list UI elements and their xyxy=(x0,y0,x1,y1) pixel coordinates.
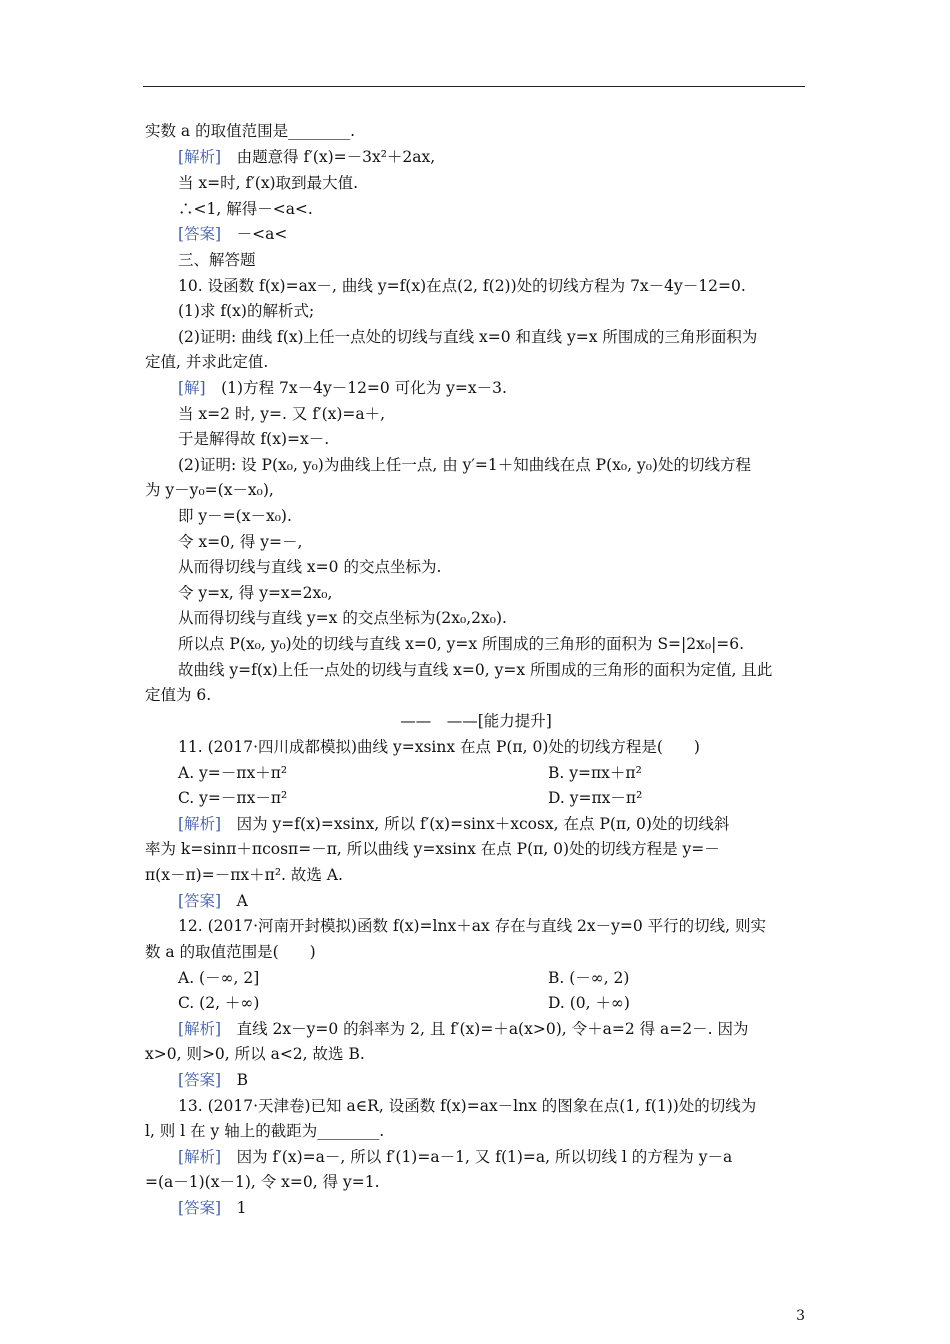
section-tag: [解析] xyxy=(178,815,222,833)
text-line xyxy=(178,1147,732,1167)
section-tag: [解析] xyxy=(178,1020,222,1038)
text-line xyxy=(178,429,329,449)
text-line xyxy=(178,1070,248,1090)
line-text: (2)证明: 设 P(x₀, y₀)为曲线上任一点, 由 y′=1＋知曲线在点 P(x₀, y₀)处的切线方程 xyxy=(178,456,751,474)
text-line xyxy=(178,557,441,577)
text-line xyxy=(145,121,355,141)
page-number: 3 xyxy=(796,1308,805,1324)
line-text: 13. (2017·天津卷)已知 a∈R, 设函数 f(x)=ax－lnx 的图象在点(1, f(1))处的切线为 xyxy=(178,1097,757,1115)
text-line xyxy=(178,327,757,347)
section-tag: [答案] xyxy=(178,892,222,910)
choice-option: A. (－∞, 2] xyxy=(178,969,260,987)
line-text: 当 x=时, f′(x)取到最大值. xyxy=(178,174,359,192)
section-tag: [答案] xyxy=(178,1199,222,1217)
choice-option: A. y=－πx＋π² xyxy=(178,764,288,782)
line-text: π(x－π)=－πx＋π². 故选 A. xyxy=(145,866,343,884)
text-line xyxy=(145,685,211,705)
line-text: 所以点 P(x₀, y₀)处的切线与直线 x=0, y=x 所围成的三角形的面积为 S=|2x₀|=6. xyxy=(178,635,745,653)
line-text: 直线 2x－y=0 的斜率为 2, 且 f′(x)=＋a(x>0), 令＋a=2 得 a=2－. 因为 xyxy=(221,1020,749,1038)
text-line xyxy=(178,1096,756,1116)
line-text: 定值为 6. xyxy=(145,686,212,704)
line-text: 为 y－y₀=(x－x₀), xyxy=(145,481,274,499)
line-text: 即 y－=(x－x₀). xyxy=(178,507,292,525)
line-text: 当 x=2 时, y=. 又 f′(x)=a＋, xyxy=(178,405,386,423)
text-line xyxy=(178,891,248,911)
line-text: (1)方程 7x－4y－12=0 可化为 y=x－3. xyxy=(205,379,507,397)
line-text: 从而得切线与直线 x=0 的交点坐标为. xyxy=(178,558,442,576)
text-line xyxy=(178,916,766,936)
text-line xyxy=(145,1121,384,1141)
text-line xyxy=(178,173,358,193)
line-text: 因为 y=f(x)=xsinx, 所以 f′(x)=sinx＋xcosx, 在点 P(π, 0)处的切线斜 xyxy=(221,815,730,833)
line-text: 11. (2017·四川成都模拟)曲线 y=xsinx 在点 P(π, 0)处的切线方程是( ) xyxy=(178,738,700,756)
choice-option: D. y=πx－π² xyxy=(548,789,643,807)
text-line xyxy=(178,224,287,244)
text-line xyxy=(145,352,268,372)
line-text: A xyxy=(221,892,248,910)
choice-option: B. y=πx＋π² xyxy=(548,764,642,782)
text-line xyxy=(145,865,343,885)
text-line xyxy=(178,378,507,398)
choice-row xyxy=(178,788,778,808)
text-line xyxy=(178,532,302,552)
line-text: l, 则 l 在 y 轴上的截距为________. xyxy=(145,1122,385,1140)
text-line xyxy=(178,634,744,654)
line-text: 12. (2017·河南开封模拟)函数 f(x)=lnx＋ax 存在与直线 2x－y=0 平行的切线, 则实 xyxy=(178,917,767,935)
text-line xyxy=(178,608,507,628)
line-text: 率为 k=sinπ＋πcosπ=－π, 所以曲线 y=xsinx 在点 P(π, 0)处的切线方程是 y=－ xyxy=(145,840,720,858)
choice-row xyxy=(178,968,778,988)
text-line xyxy=(178,583,332,603)
section-tag: [答案] xyxy=(178,1071,222,1089)
section-heading: —— ——[能力提升] xyxy=(400,712,552,730)
line-text: －<a< xyxy=(221,225,288,243)
line-text: (2)证明: 曲线 f(x)上任一点处的切线与直线 x=0 和直线 y=x 所围成的三角形面积为 xyxy=(178,328,758,346)
choice-row xyxy=(178,993,778,1013)
header-rule xyxy=(143,86,805,87)
choice-option: C. y=－πx－π² xyxy=(178,789,288,807)
choice-option: C. (2, ＋∞) xyxy=(178,994,260,1012)
line-text: 1 xyxy=(221,1199,247,1217)
choice-row xyxy=(178,763,778,783)
text-line xyxy=(178,404,385,424)
text-line xyxy=(178,199,313,219)
text-line xyxy=(178,660,772,680)
text-line xyxy=(178,455,751,475)
section-tag: [解析] xyxy=(178,148,222,166)
text-line xyxy=(178,1019,749,1039)
line-text: 10. 设函数 f(x)=ax－, 曲线 y=f(x)在点(2, f(2))处的切线方程为 7x－4y－12=0. xyxy=(178,277,746,295)
text-line xyxy=(178,506,292,526)
line-text: (1)求 f(x)的解析式; xyxy=(178,302,315,320)
text-line xyxy=(145,480,274,500)
line-text: 实数 a 的取值范围是________. xyxy=(145,122,356,140)
line-text: 定值, 并求此定值. xyxy=(145,353,269,371)
text-line xyxy=(145,942,316,962)
text-line xyxy=(178,276,746,296)
text-line xyxy=(178,1198,246,1218)
line-text: 由题意得 f′(x)=－3x²＋2ax, xyxy=(221,148,436,166)
line-text: 于是解得故 f(x)=x－. xyxy=(178,430,330,448)
text-line xyxy=(178,301,314,321)
text-line xyxy=(145,1172,380,1192)
line-text: 数 a 的取值范围是( ) xyxy=(145,943,316,961)
choice-option: D. (0, ＋∞) xyxy=(548,994,630,1012)
line-text: =(a－1)(x－1), 令 x=0, 得 y=1. xyxy=(145,1173,380,1191)
line-text: 从而得切线与直线 y=x 的交点坐标为(2x₀,2x₀). xyxy=(178,609,507,627)
text-line xyxy=(178,814,729,834)
line-text: x>0, 则>0, 所以 a<2, 故选 B. xyxy=(145,1045,365,1063)
text-line xyxy=(145,839,720,859)
line-text: 令 x=0, 得 y=－, xyxy=(178,533,303,551)
choice-option: B. (－∞, 2) xyxy=(548,969,630,987)
text-line xyxy=(178,250,256,270)
section-tag: [答案] xyxy=(178,225,222,243)
line-text: 令 y=x, 得 y=x=2x₀, xyxy=(178,584,333,602)
line-text: B xyxy=(221,1071,248,1089)
line-text: 因为 f′(x)=a－, 所以 f′(1)=a－1, 又 f(1)=a, 所以切线 l 的方程为 y－a xyxy=(221,1148,733,1166)
text-line xyxy=(178,147,435,167)
line-text: ∴<1, 解得－<a<. xyxy=(178,200,313,218)
section-tag: [解] xyxy=(178,379,206,397)
line-text: 故曲线 y=f(x)上任一点处的切线与直线 x=0, y=x 所围成的三角形的面积为定值, 且此 xyxy=(178,661,773,679)
line-text: 三、解答题 xyxy=(178,251,256,269)
text-line xyxy=(145,1044,365,1064)
text-line xyxy=(178,737,700,757)
section-tag: [解析] xyxy=(178,1148,222,1166)
